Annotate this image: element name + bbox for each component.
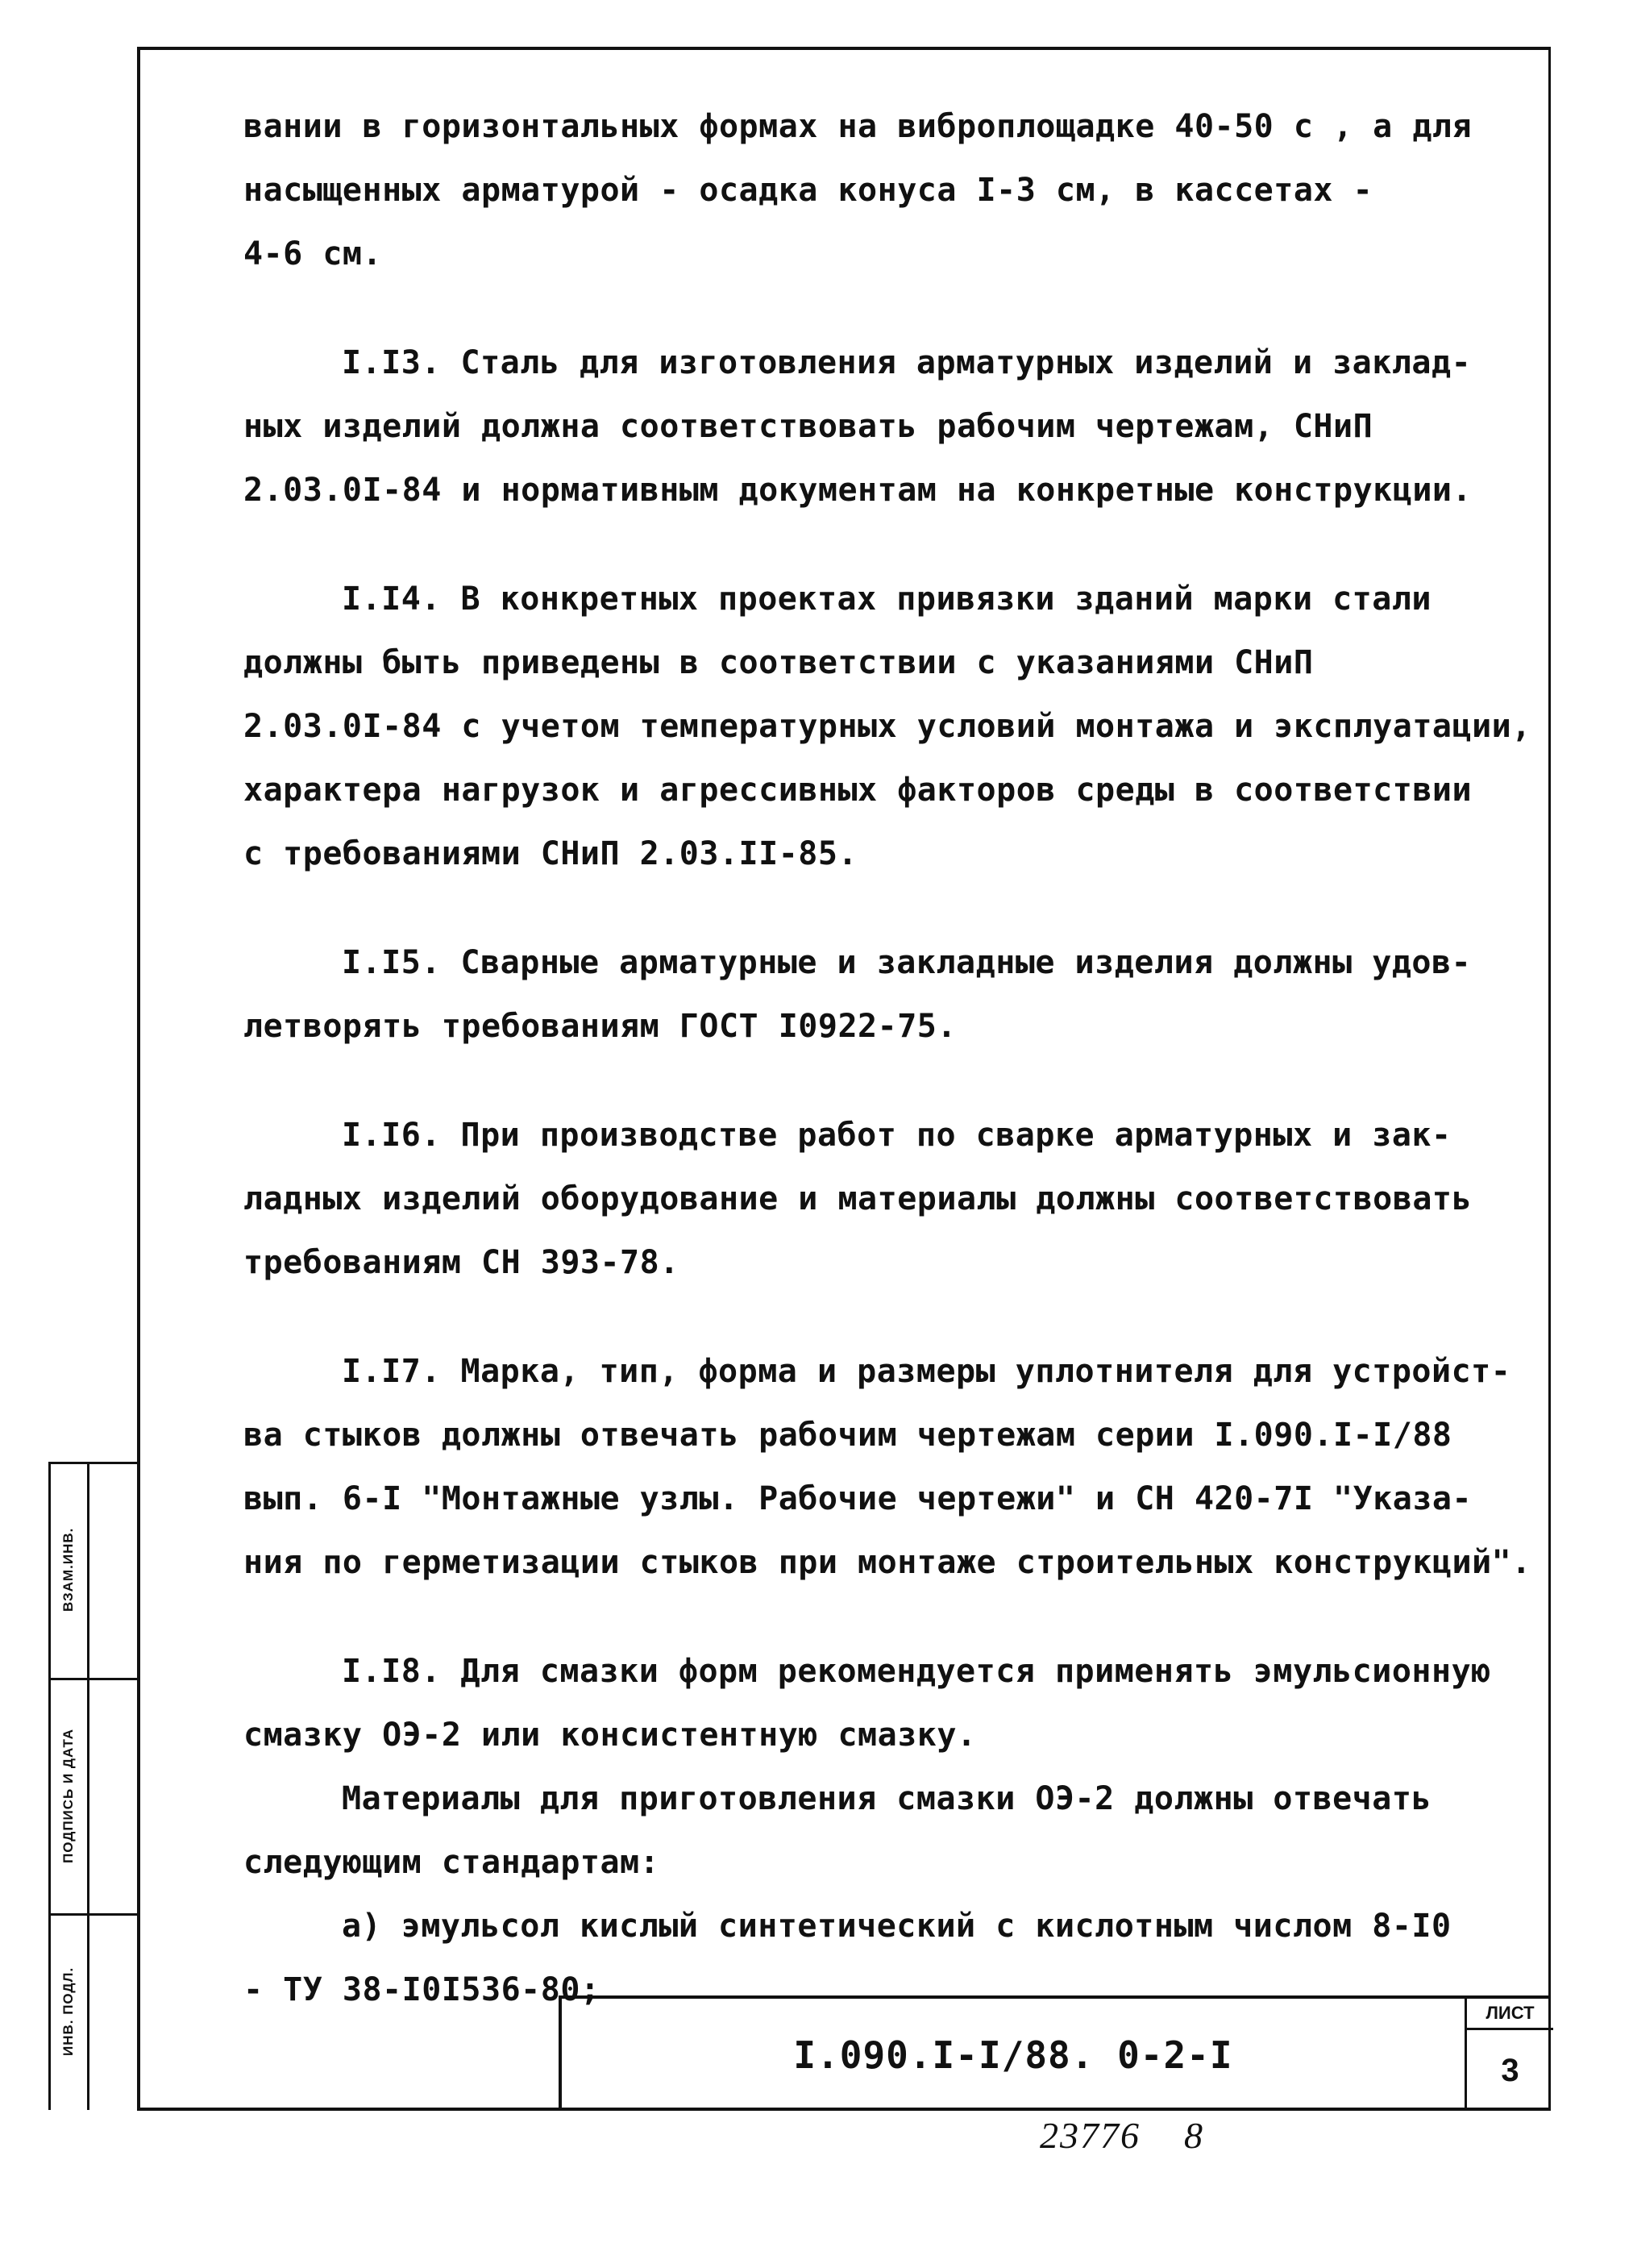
stamp-label-original-inventory: ИНВ. ПОДЛ. bbox=[60, 1966, 76, 2057]
paragraph-1-16 bbox=[243, 1104, 1533, 1295]
text-line: ных изделий должна соответствовать рабочим чертежам, СНиП bbox=[243, 408, 1373, 445]
text-line: летворять требованиям ГОСТ I0922-75. bbox=[243, 1008, 957, 1045]
paragraph-1-17 bbox=[243, 1340, 1533, 1595]
text-line: I.I6. При производстве работ по сварке арматурных и зак- bbox=[342, 1117, 1452, 1154]
text-line: ния по герметизации стыков при монтаже строительных конструкций". bbox=[243, 1544, 1531, 1581]
handwritten-note bbox=[1040, 2114, 1248, 2157]
text-line: смазку ОЭ-2 или консистентную смазку. bbox=[243, 1717, 977, 1754]
text-line: I.I7. Марка, тип, форма и размеры уплотнителя для устройст- bbox=[342, 1353, 1511, 1390]
sheet-label: ЛИСТ bbox=[1467, 1999, 1553, 2030]
text-line: 2.03.0I-84 и нормативным документам на конкретные конструкции. bbox=[243, 472, 1473, 509]
margin-stamp bbox=[48, 1462, 137, 2110]
text-line: - ТУ 38-I0I536-80; bbox=[243, 1971, 600, 2008]
sheet-number: 3 bbox=[1501, 2052, 1519, 2088]
text-line: следующим стандартам: bbox=[243, 1844, 660, 1881]
document-body bbox=[243, 95, 1533, 2022]
paragraph-1-15 bbox=[243, 931, 1533, 1059]
handwritten-page: 8 bbox=[1184, 2115, 1204, 2156]
text-line: 4-6 см. bbox=[243, 235, 383, 273]
text-line: а) эмульсол кислый синтетический с кислотным числом 8-I0 bbox=[342, 1908, 1452, 1945]
text-line: I.I3. Сталь для изготовления арматурных изделий и заклад- bbox=[342, 344, 1472, 381]
paragraph-materials bbox=[243, 1767, 1533, 1895]
paragraph-1-18 bbox=[243, 1640, 1533, 1767]
stamp-label-signature-date: ПОДПИСЬ И ДАТА bbox=[60, 1728, 76, 1863]
document-code: I.090.I-I/88. 0-2-I bbox=[793, 2033, 1233, 2077]
text-line: должны быть приведены в соответствии с указаниями СНиП bbox=[243, 644, 1314, 681]
paragraph-1-14 bbox=[243, 568, 1533, 886]
text-line: 2.03.0I-84 с учетом температурных условий монтажа и эксплуатации, bbox=[243, 708, 1531, 745]
text-line: I.I5. Сварные арматурные и закладные изделия должны удов- bbox=[342, 944, 1472, 981]
sheet-cell bbox=[1465, 1999, 1553, 2111]
text-line: с требованиями СНиП 2.03.II-85. bbox=[243, 835, 858, 872]
text-line: вании в горизонтальных формах на виброплощадке 40-50 с , а для bbox=[243, 108, 1473, 145]
text-line: характера нагрузок и агрессивных факторов среды в соответствии bbox=[243, 772, 1473, 809]
paragraph-1-13 bbox=[243, 331, 1533, 522]
text-line: Материалы для приготовления смазки ОЭ-2 должны отвечать bbox=[342, 1780, 1432, 1817]
text-line: ва стыков должны отвечать рабочим чертежам серии I.090.I-I/88 bbox=[243, 1417, 1452, 1454]
handwritten-number: 23776 bbox=[1040, 2115, 1141, 2156]
stamp-label-replacement: ВЗАМ.ИНВ. bbox=[60, 1527, 76, 1613]
title-block bbox=[559, 1995, 1551, 2111]
text-line: требованиям СН 393-78. bbox=[243, 1244, 679, 1281]
text-line: ладных изделий оборудование и материалы должны соответствовать bbox=[243, 1180, 1473, 1217]
text-line: I.I4. В конкретных проектах привязки зданий марки стали bbox=[342, 581, 1432, 618]
text-line: I.I8. Для смазки форм рекомендуется применять эмульсионную bbox=[342, 1653, 1491, 1690]
text-line: вып. 6-I "Монтажные узлы. Рабочие чертежи" и СН 420-7I "Указа- bbox=[243, 1480, 1473, 1517]
paragraph-continuation bbox=[243, 95, 1533, 286]
text-line: насыщенных арматурой - осадка конуса I-3 см, в кассетах - bbox=[243, 172, 1373, 209]
